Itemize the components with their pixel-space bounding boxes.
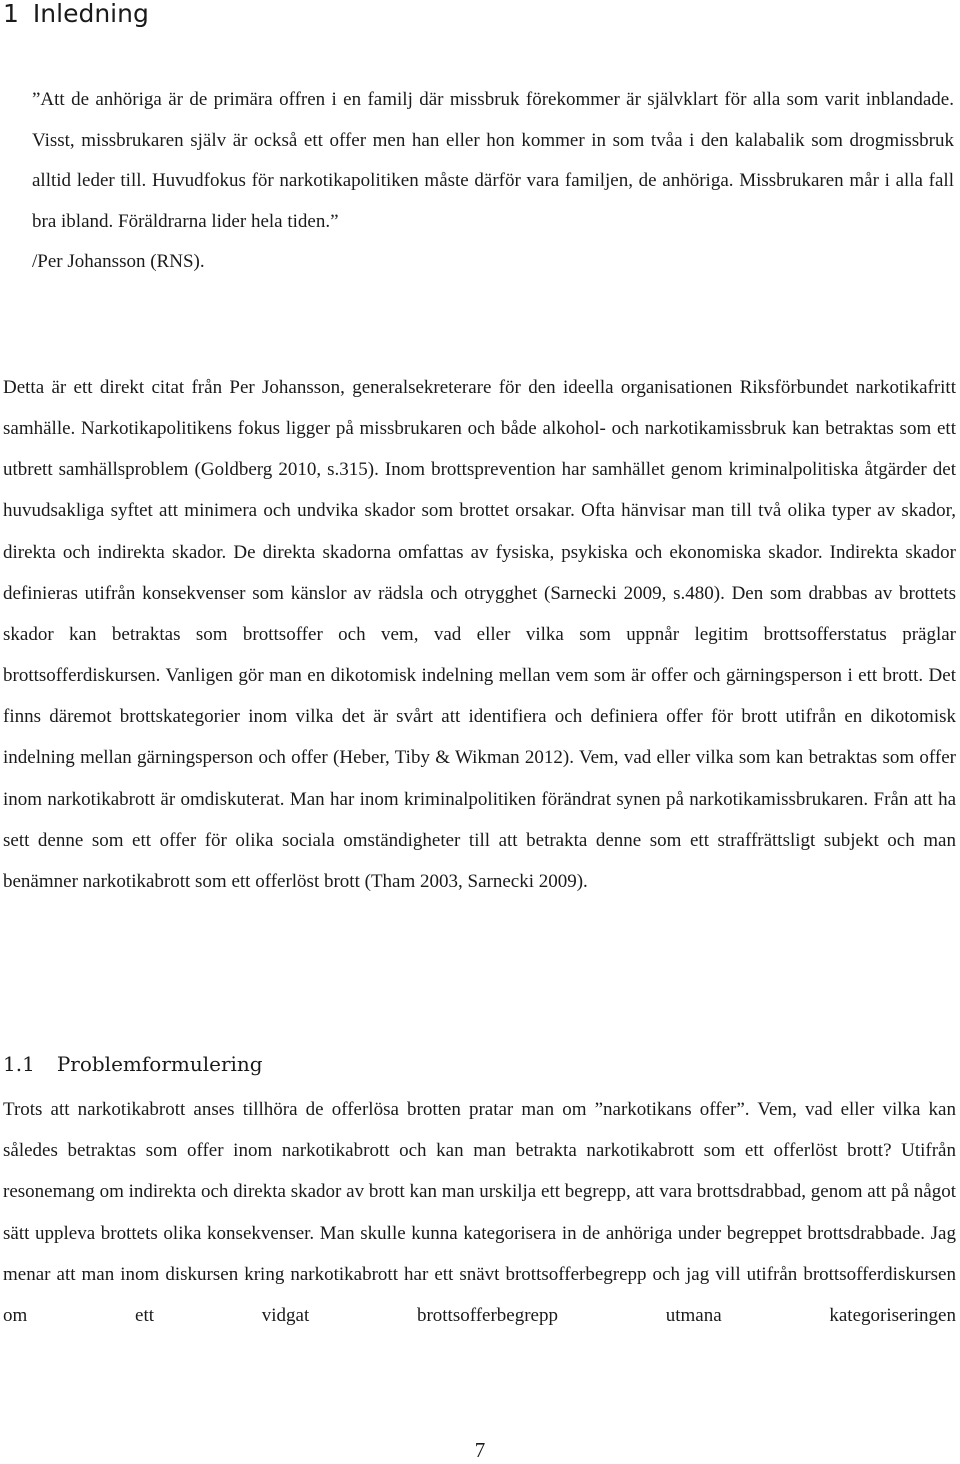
intro-paragraph: Detta är ett direkt citat från Per Johansson, generalsekreterare för den ideella organisationen Riksförbundet narkotikafritt samhälle. Narkotikapolitikens fokus ligger på missbrukaren och både alkohol- och narkotikamissbruk kan betraktas som ett utbrett samhällsproblem (Goldberg 2010, s.315). Inom brottsprevention har samhället genom kriminalpolitiska åtgärder det huvudsakliga syftet att minimera och undvika skador som brottet orsakar. Ofta hänvisar man till två olika typer av skador, direkta och indirekta skador. De direkta skadorna omfattas av fysiska, psykiska och ekonomiska skador. Indirekta skador definieras utifrån konsekvenser som känslor av rädsla och otrygghet (Sarnecki 2009, s.480). Den som drabbas av brottets skador kan betraktas som brottsoffer och vem, vad eller vilka som uppnår legitim brottsofferstatus präglar brottsofferdiskursen. Vanligen gör man en dikotomisk indelning mellan vem som är offer och gärningsperson i ett brott. Det finns däremot brottskategorier inom vilka det är svårt att identifiera och definiera offer för brott utifrån en dikotomisk indelning mellan gärningsperson och offer (Heber, Tiby & Wikman 2012). Vem, vad eller vilka som kan betraktas som offer inom narkotikabrott är omdiskuterat. Man har inom kriminalpolitiken förändrat synen på narkotikamissbrukaren. Från att ha sett denne som ett offer för olika sociala omständigheter till att betrakta denne som ett straffrättsligt subjekt och man benämner narkotikabrott som ett offerlöst brott (Tham 2003, Sarnecki 2009). bbox=[3, 377, 956, 892]
quote-attribution: /Per Johansson (RNS). bbox=[32, 251, 205, 273]
chapter-heading bbox=[3, 0, 149, 30]
chapter-title: Inledning bbox=[32, 0, 149, 28]
quote-text: ”Att de anhöriga är de primära offren i en familj där missbruk förekommer är självklart för alla som varit inblandade. Visst, missbrukaren själv är också ett offer men han eller hon kommer in som tvåa i den kalabalik som drogmissbruk alltid leder till. Huvudfokus för narkotikapolitiken måste därför vara familjen, de anhöriga. Missbrukaren mår i alla fall bra ibland. Föräldrarna lider hela tiden.” bbox=[32, 89, 954, 232]
section-title: Problemformulering bbox=[56, 1052, 263, 1076]
problem-section bbox=[3, 1089, 956, 1336]
problem-paragraph: Trots att narkotikabrott anses tillhöra de offerlösa brotten pratar man om ”narkotikans offer”. Vem, vad eller vilka kan således betraktas som offer inom narkotikabrott och kan man betrakta narkotikabrott som ett offerlöst brott? Utifrån resonemang om indirekta och direkta skador av brott kan man urskilja ett begrepp, att vara brottsdrabbad, genom att på något sätt uppleva brottets olika konsekvenser. Man skulle kunna kategorisera in de anhöriga under begreppet brottsdrabbade. Jag menar att man inom diskursen kring narkotikabrott har ett snävt brottsofferbegrepp och jag vill utifrån brottsofferdiskursen om ett vidgat brottsofferbegrepp utmana kategoriseringen bbox=[3, 1099, 956, 1327]
section-heading bbox=[3, 1047, 263, 1081]
chapter-number: 1 bbox=[3, 0, 19, 28]
section-number: 1.1 bbox=[3, 1052, 35, 1076]
page-number: 7 bbox=[474, 1438, 486, 1462]
block-quote bbox=[32, 80, 954, 283]
intro-section bbox=[3, 367, 956, 902]
